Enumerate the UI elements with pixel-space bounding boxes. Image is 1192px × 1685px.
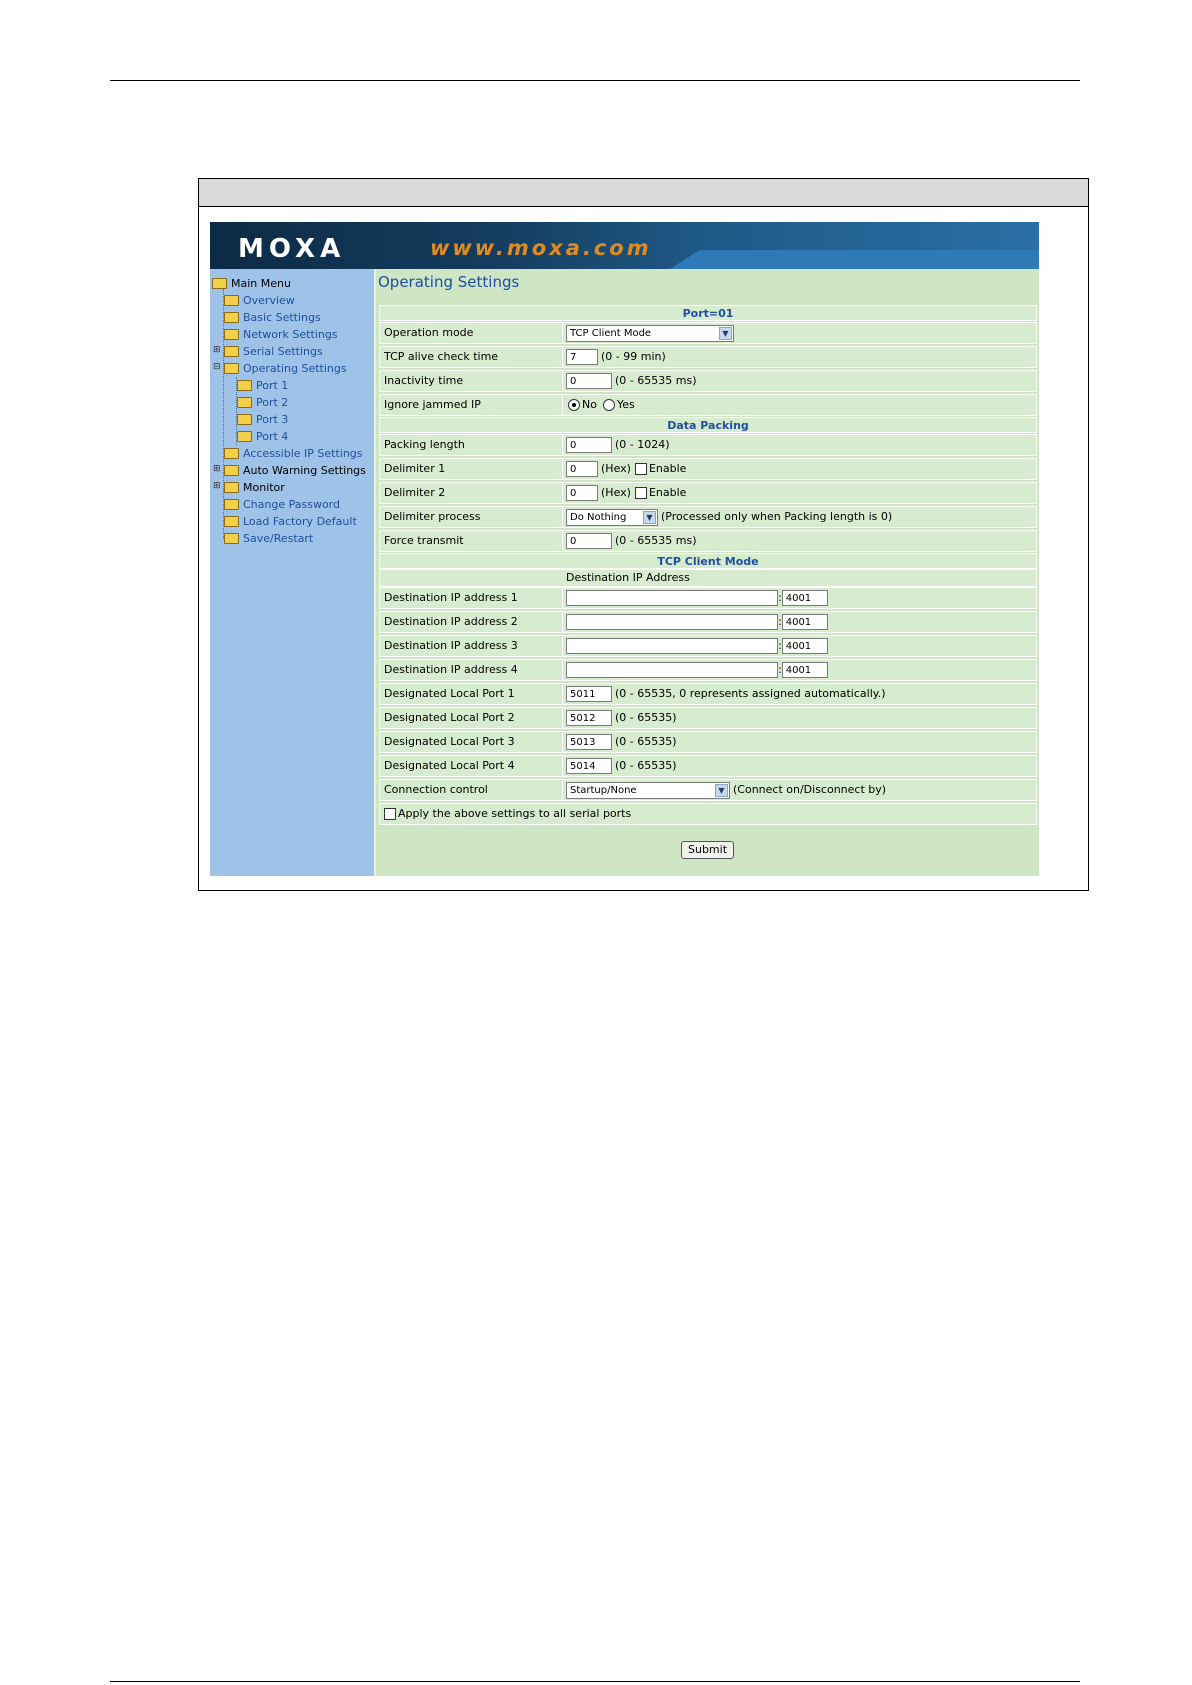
- colon-separator: :: [778, 591, 782, 604]
- destination-ip-2-input[interactable]: [566, 614, 778, 630]
- folder-icon: [224, 482, 239, 493]
- local-port-4-input[interactable]: 5014: [566, 758, 612, 774]
- sidebar-item-monitor[interactable]: [224, 479, 285, 496]
- field-label: Inactivity time: [384, 374, 464, 387]
- banner-accent: [670, 250, 1039, 269]
- checkbox-label: Enable: [648, 462, 687, 475]
- radio-label: No: [582, 398, 597, 411]
- field-label: Designated Local Port 3: [384, 735, 515, 748]
- colon-separator: :: [778, 615, 782, 628]
- folder-icon: [224, 329, 239, 340]
- range-note: (0 - 99 min): [601, 350, 666, 363]
- packing-length-input[interactable]: 0: [566, 437, 612, 453]
- row-destination-2: [379, 611, 1037, 633]
- tcp-client-header: TCP Client Mode: [379, 553, 1037, 569]
- row-operation-mode: [379, 322, 1037, 344]
- row-local-port-4: [379, 755, 1037, 777]
- field-label: Designated Local Port 4: [384, 759, 515, 772]
- folder-icon: [224, 448, 239, 459]
- sidebar-item-port-1[interactable]: [237, 377, 288, 394]
- field-label: Destination IP address 2: [384, 615, 518, 628]
- sidebar-item-port-4[interactable]: [237, 428, 288, 445]
- delimiter-2-input[interactable]: 0: [566, 485, 598, 501]
- radio-label: Yes: [616, 398, 635, 411]
- row-ignore-jammed: [379, 394, 1037, 416]
- radio-no[interactable]: [568, 399, 580, 411]
- row-apply-all: [379, 803, 1037, 825]
- row-local-port-2: [379, 707, 1037, 729]
- sidebar-item-label: Network Settings: [243, 328, 338, 341]
- range-note: (0 - 65535): [615, 759, 677, 772]
- sidebar-item-save-restart[interactable]: [224, 530, 313, 547]
- sidebar-item-label: Overview: [243, 294, 295, 307]
- folder-open-icon: [224, 363, 239, 374]
- destination-ip-1-input[interactable]: [566, 590, 778, 606]
- tcp-alive-input[interactable]: 7: [566, 349, 598, 365]
- force-transmit-input[interactable]: 0: [566, 533, 612, 549]
- row-delimiter-2: [379, 482, 1037, 504]
- folder-icon: [224, 465, 239, 476]
- sidebar-item-label: Port 3: [256, 413, 289, 426]
- chevron-down-icon: ▼: [719, 327, 732, 340]
- row-force-transmit: [379, 530, 1037, 552]
- apply-all-checkbox[interactable]: [384, 808, 396, 820]
- destination-ip-4-input[interactable]: [566, 662, 778, 678]
- local-port-1-input[interactable]: 5011: [566, 686, 612, 702]
- sidebar-item-label: Port 1: [256, 379, 289, 392]
- row-packing-length: [379, 434, 1037, 456]
- field-label: Designated Local Port 1: [384, 687, 515, 700]
- delimiter-2-enable-checkbox[interactable]: [635, 487, 647, 499]
- port-header: Port=01: [379, 305, 1037, 321]
- destination-ip-header: Destination IP Address: [566, 571, 690, 584]
- hex-note: (Hex): [601, 462, 631, 475]
- banner: [210, 222, 1039, 269]
- colon-separator: :: [778, 663, 782, 676]
- folder-open-icon: [212, 278, 227, 289]
- sidebar-menu: [210, 269, 376, 876]
- folder-icon: [224, 295, 239, 306]
- destination-port-3-input[interactable]: 4001: [782, 638, 828, 654]
- chevron-down-icon: ▼: [643, 511, 656, 524]
- row-local-port-1: [379, 683, 1037, 705]
- row-destination-header: [379, 569, 1037, 587]
- row-inactivity: [379, 370, 1037, 392]
- sidebar-item-overview[interactable]: [224, 292, 295, 309]
- sidebar-item-label: Change Password: [243, 498, 340, 511]
- sidebar-item-label: Accessible IP Settings: [243, 447, 363, 460]
- sidebar-item-accessible-ip[interactable]: [224, 445, 363, 462]
- range-note: (0 - 65535): [615, 735, 677, 748]
- field-label: Delimiter process: [384, 510, 481, 523]
- collapse-minus-icon[interactable]: ⊟: [213, 362, 221, 372]
- chevron-down-icon: ▼: [715, 784, 728, 797]
- main-content: [376, 269, 1039, 876]
- folder-icon: [224, 516, 239, 527]
- field-label: Destination IP address 4: [384, 663, 518, 676]
- sidebar-item-label: Main Menu: [231, 277, 291, 290]
- local-port-3-input[interactable]: 5013: [566, 734, 612, 750]
- sidebar-item-change-password[interactable]: [224, 496, 340, 513]
- checkbox-label: Enable: [648, 486, 687, 499]
- range-note: (0 - 65535, 0 represents assigned automatically.): [615, 687, 886, 700]
- field-label: Destination IP address 1: [384, 591, 518, 604]
- destination-ip-3-input[interactable]: [566, 638, 778, 654]
- select-value: Startup/None: [570, 784, 637, 796]
- row-destination-3: [379, 635, 1037, 657]
- sidebar-item-label: Save/Restart: [243, 532, 314, 545]
- sidebar-item-auto-warning[interactable]: [224, 462, 366, 479]
- delimiter-1-input[interactable]: 0: [566, 461, 598, 477]
- connection-control-select[interactable]: [566, 782, 730, 799]
- range-note: (0 - 1024): [615, 438, 670, 451]
- page-bottom-rule: [110, 1681, 1080, 1682]
- field-label: Delimiter 2: [384, 486, 446, 499]
- row-destination-4: [379, 659, 1037, 681]
- folder-icon: [237, 397, 252, 408]
- field-label: TCP alive check time: [384, 350, 499, 363]
- sidebar-item-label: Serial Settings: [243, 345, 323, 358]
- field-label: Operation mode: [384, 326, 474, 339]
- local-port-2-input[interactable]: 5012: [566, 710, 612, 726]
- select-value: TCP Client Mode: [570, 327, 652, 339]
- field-label: Delimiter 1: [384, 462, 446, 475]
- folder-icon: [237, 431, 252, 442]
- colon-separator: :: [778, 639, 782, 652]
- delimiter-process-select[interactable]: [566, 509, 658, 526]
- field-label: Packing length: [384, 438, 465, 451]
- page-top-rule: [110, 80, 1080, 81]
- sidebar-item-label: Basic Settings: [243, 311, 321, 324]
- row-destination-1: [379, 587, 1037, 609]
- moxa-web-console: [210, 222, 1039, 876]
- sidebar-item-main-menu[interactable]: [212, 275, 291, 292]
- field-label: Designated Local Port 2: [384, 711, 515, 724]
- apply-all-label: Apply the above settings to all serial ports: [398, 807, 632, 820]
- row-delimiter-1: [379, 458, 1037, 480]
- sidebar-item-label: Port 2: [256, 396, 289, 409]
- expand-plus-icon[interactable]: ⊞: [213, 464, 221, 474]
- page-title: Operating Settings: [378, 273, 520, 291]
- folder-icon: [224, 499, 239, 510]
- range-note: (0 - 65535): [615, 711, 677, 724]
- submit-button[interactable]: Submit: [681, 841, 734, 859]
- banner-url: www.moxa.com: [430, 236, 652, 260]
- sidebar-item-network-settings[interactable]: [224, 326, 338, 343]
- folder-icon: [224, 346, 239, 357]
- expand-plus-icon[interactable]: ⊞: [213, 481, 221, 491]
- sidebar-item-serial-settings[interactable]: [224, 343, 323, 360]
- select-value: Do Nothing: [570, 511, 627, 523]
- row-tcp-alive: [379, 346, 1037, 368]
- field-label: Force transmit: [384, 534, 464, 547]
- folder-icon: [237, 380, 252, 391]
- sidebar-item-label: Operating Settings: [243, 362, 347, 375]
- field-label: Destination IP address 3: [384, 639, 518, 652]
- hex-note: (Hex): [601, 486, 631, 499]
- sidebar-item-label: Port 4: [256, 430, 289, 443]
- folder-icon: [237, 414, 252, 425]
- destination-port-1-input[interactable]: 4001: [782, 590, 828, 606]
- destination-port-4-input[interactable]: 4001: [782, 662, 828, 678]
- sidebar-item-label: Auto Warning Settings: [243, 464, 366, 477]
- row-connection-control: [379, 779, 1037, 801]
- row-local-port-3: [379, 731, 1037, 753]
- process-note: (Processed only when Packing length is 0): [661, 510, 893, 523]
- row-delimiter-process: [379, 506, 1037, 528]
- sidebar-item-port-3[interactable]: [237, 411, 288, 428]
- sidebar-item-basic-settings[interactable]: [224, 309, 321, 326]
- folder-icon: [224, 312, 239, 323]
- figure-header-bar: [199, 179, 1088, 207]
- field-label: Ignore jammed IP: [384, 398, 481, 411]
- sidebar-item-operating-settings[interactable]: [224, 360, 347, 377]
- sidebar-item-load-factory-default[interactable]: [224, 513, 357, 530]
- expand-plus-icon[interactable]: ⊞: [213, 345, 221, 355]
- range-note: (0 - 65535 ms): [615, 374, 697, 387]
- sidebar-item-label: Monitor: [243, 481, 285, 494]
- range-note: (0 - 65535 ms): [615, 534, 697, 547]
- data-packing-header: Data Packing: [379, 417, 1037, 433]
- radio-yes[interactable]: [603, 399, 615, 411]
- delimiter-1-enable-checkbox[interactable]: [635, 463, 647, 475]
- folder-icon: [224, 533, 239, 544]
- operation-mode-select[interactable]: [566, 325, 734, 342]
- connection-note: (Connect on/Disconnect by): [733, 783, 887, 796]
- field-label: Connection control: [384, 783, 488, 796]
- sidebar-item-label: Load Factory Default: [243, 515, 357, 528]
- sidebar-item-port-2[interactable]: [237, 394, 288, 411]
- moxa-logo: MOXA: [238, 234, 346, 264]
- inactivity-input[interactable]: 0: [566, 373, 612, 389]
- destination-port-2-input[interactable]: 4001: [782, 614, 828, 630]
